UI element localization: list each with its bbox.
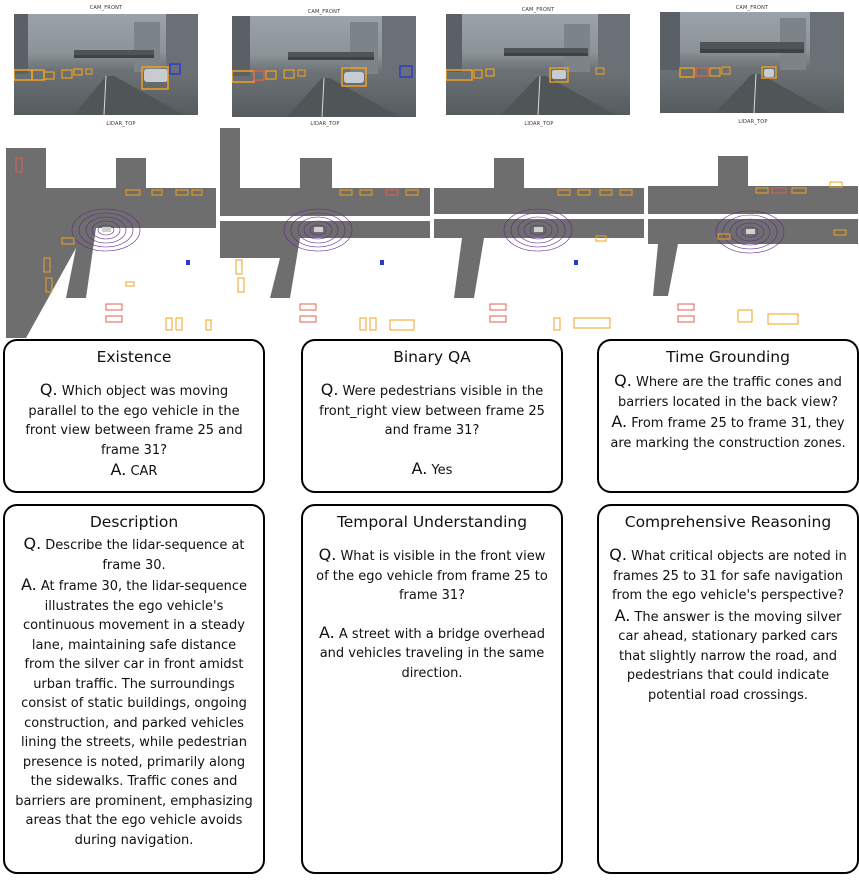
- lidar-label: LIDAR_TOP: [310, 121, 340, 127]
- card-description: [3, 504, 265, 874]
- card-title: Comprehensive Reasoning: [624, 513, 832, 531]
- lidar-frame-2: [220, 128, 430, 338]
- camera-frame-2: [232, 16, 416, 117]
- camera-scene-image: [232, 16, 416, 117]
- question-prefix: Q.: [39, 380, 58, 399]
- camera-frame-3: [446, 14, 630, 115]
- question-text: [609, 371, 847, 412]
- lidar-frame-3: [434, 128, 644, 338]
- camera-scene-image: [446, 14, 630, 115]
- question-prefix: Q.: [609, 545, 627, 564]
- card-binary-qa: [301, 339, 563, 493]
- answer-body: Yes: [431, 462, 453, 478]
- lidar-frame-1: [6, 128, 216, 338]
- camera-frame-1: [14, 14, 198, 115]
- question-text: [15, 534, 253, 575]
- lidar-label: LIDAR_TOP: [524, 121, 554, 127]
- answer-prefix: A.: [611, 412, 628, 431]
- answer-text: [313, 623, 551, 684]
- question-body: What critical objects are noted in frames 25 to 31 for safe navigation from the ego vehicle's perspective?: [611, 549, 847, 603]
- question-text: [609, 545, 847, 606]
- camera-frame-4: [660, 12, 844, 113]
- lidar-frame-4: [648, 126, 858, 336]
- answer-prefix: A.: [319, 622, 335, 642]
- lidar-bev-image: [434, 128, 644, 338]
- question-prefix: Q.: [23, 534, 42, 553]
- question-body: Were pedestrians visible in the front_right view between frame 25 and frame 31?: [319, 384, 545, 438]
- camera-scene-image: [14, 14, 198, 115]
- lidar-bev-image: [648, 126, 858, 336]
- question-body: What is visible in the front view of the ego vehicle from frame 25 to frame 31?: [316, 549, 548, 603]
- answer-text: [15, 460, 253, 482]
- answer-body: CAR: [130, 464, 158, 479]
- answer-body: At frame 30, the lidar-sequence illustrates the ego vehicle's continuous movement in a steady lane, maintaining safe distance from the silver car in front amidst urban traffic. The surroundings consist of static buildings, ongoing construction, and parked vehicles lining the streets, while pedestrian presence is noted, primarily along the sidewalks. Traffic cones and barriers are prominent, emphasizing areas that the ego vehicle avoids during navigation.: [15, 579, 253, 848]
- card-title: Binary QA: [393, 348, 471, 366]
- answer-text: [609, 606, 847, 706]
- card-title: Description: [89, 513, 179, 531]
- camera-label: CAM_FRONT: [521, 7, 555, 13]
- question-body: Describe the lidar-sequence at frame 30.: [45, 538, 245, 573]
- lidar-bev-image: [220, 128, 430, 338]
- lidar-bev-image: [6, 128, 216, 338]
- camera-label: CAM_FRONT: [89, 5, 123, 11]
- question-text: [15, 380, 253, 460]
- camera-label: CAM_FRONT: [735, 5, 769, 11]
- answer-text: [609, 412, 847, 453]
- question-prefix: Q.: [614, 371, 632, 390]
- camera-scene-image: [660, 12, 844, 113]
- card-existence: [3, 339, 265, 493]
- card-temporal-understanding: [301, 504, 563, 874]
- answer-text: [15, 575, 253, 850]
- answer-text: [313, 459, 551, 481]
- answer-body: The answer is the moving silver car ahead, stationary parked cars that slightly narrow the road, and pedestrians that could indicate potential road crossings.: [618, 609, 842, 703]
- question-body: Where are the traffic cones and barriers located in the back view?: [617, 375, 842, 410]
- answer-body: From frame 25 to frame 31, they are marking the construction zones.: [610, 416, 846, 451]
- question-body: Which object was moving parallel to the ego vehicle in the front view between frame 25 and frame 31?: [25, 384, 243, 458]
- question-text: [313, 380, 551, 441]
- card-comprehensive-reasoning: [597, 504, 859, 874]
- card-title: Temporal Understanding: [336, 513, 528, 531]
- answer-prefix: A.: [110, 460, 127, 479]
- answer-body: A street with a bridge overhead and vehicles traveling in the same direction.: [319, 626, 545, 681]
- camera-label: CAM_FRONT: [307, 9, 341, 15]
- question-text: [313, 545, 551, 606]
- lidar-label: LIDAR_TOP: [106, 121, 136, 127]
- card-title: Existence: [96, 348, 172, 366]
- answer-prefix: A.: [614, 605, 631, 625]
- card-time-grounding: [597, 339, 859, 493]
- answer-prefix: A.: [411, 458, 428, 478]
- lidar-label: LIDAR_TOP: [738, 119, 768, 125]
- question-prefix: Q.: [320, 380, 339, 399]
- question-prefix: Q.: [318, 545, 337, 564]
- card-title: Time Grounding: [666, 348, 790, 366]
- answer-prefix: A.: [20, 575, 37, 594]
